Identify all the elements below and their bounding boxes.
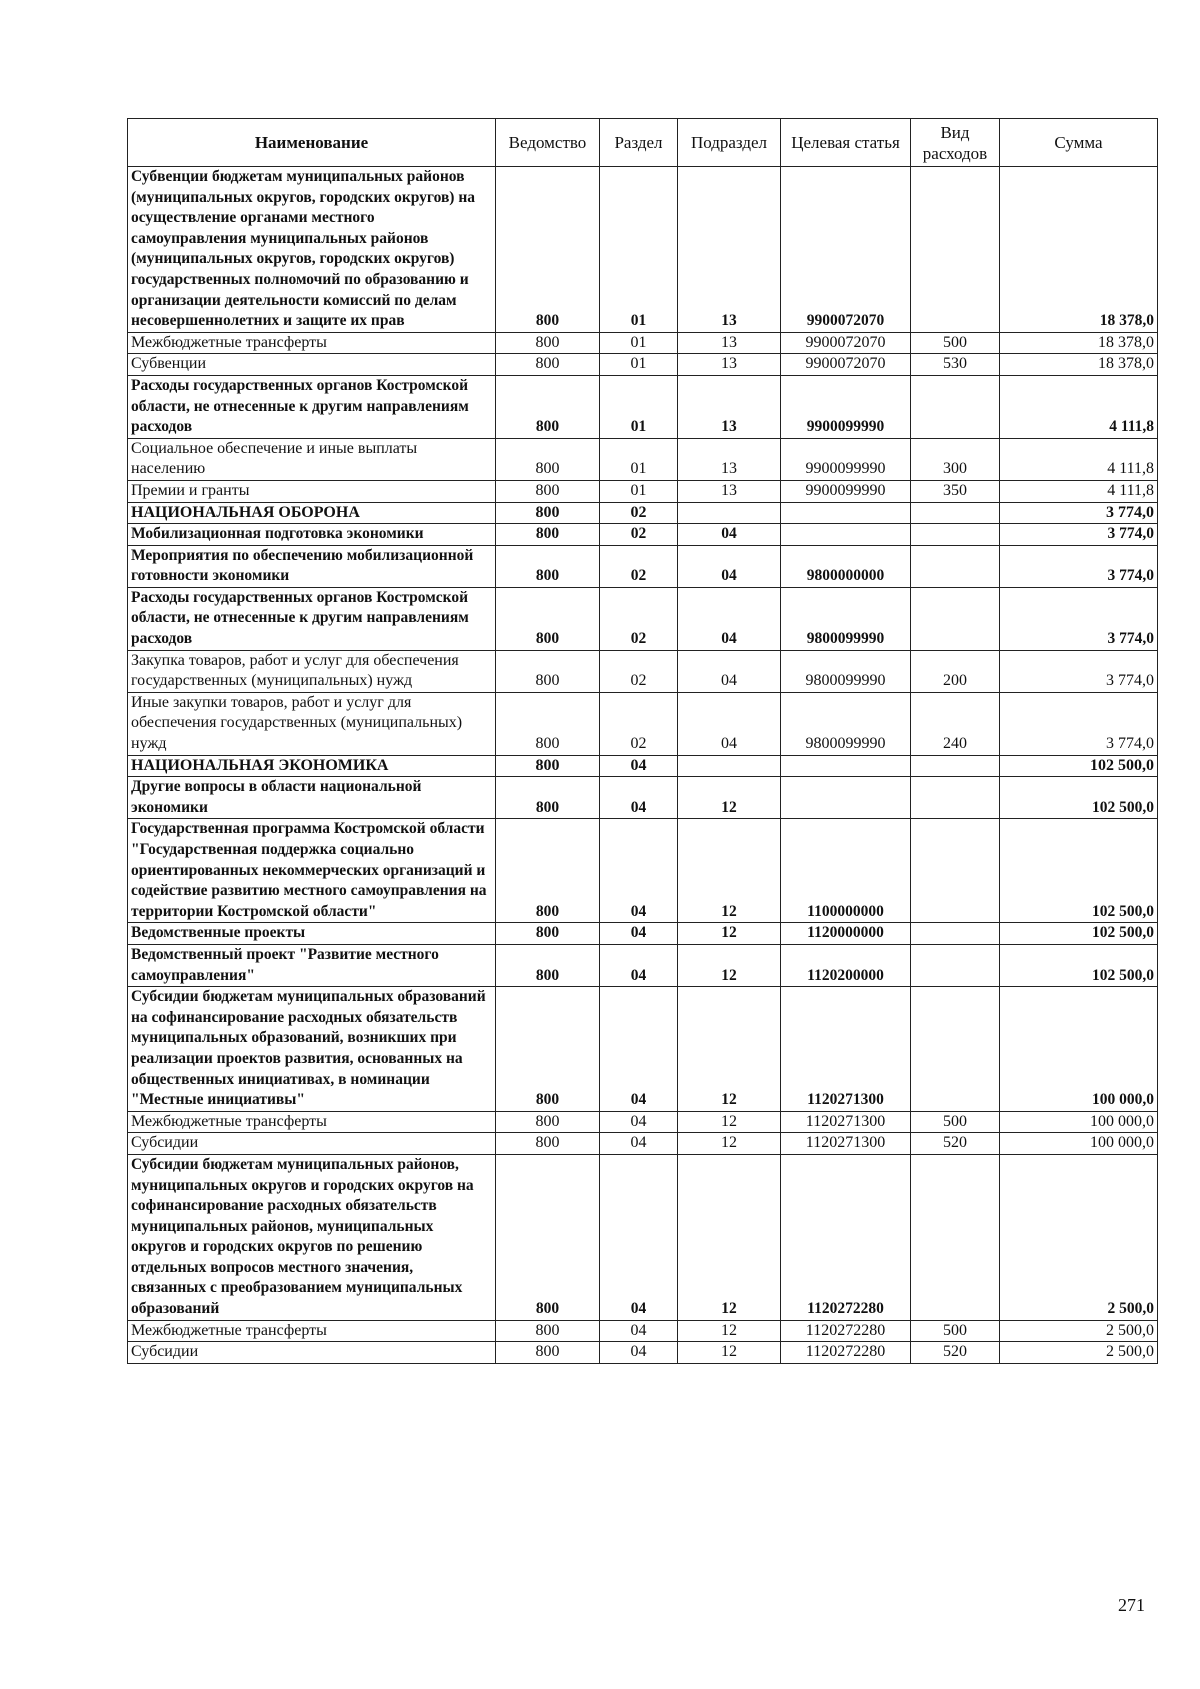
- row-target-cell: 9800099990: [781, 650, 911, 692]
- row-dept-cell: 800: [496, 354, 600, 376]
- row-kind-cell: 500: [911, 1111, 1000, 1133]
- row-dept-cell: 800: [496, 375, 600, 438]
- table-row: [128, 1342, 1158, 1364]
- row-kind-cell: [911, 923, 1000, 945]
- row-dept-cell: 800: [496, 438, 600, 480]
- row-kind-cell: [911, 502, 1000, 524]
- row-kind-cell: [911, 545, 1000, 587]
- row-dept-cell: 800: [496, 987, 600, 1112]
- row-dept-cell: 800: [496, 167, 600, 333]
- row-target-cell: [781, 502, 911, 524]
- row-kind-cell: [911, 819, 1000, 923]
- row-dept-cell: 800: [496, 524, 600, 546]
- row-kind-cell: [911, 755, 1000, 777]
- row-subsection-cell: 12: [678, 1111, 781, 1133]
- row-sum-cell: 3 774,0: [1000, 502, 1158, 524]
- row-target-cell: [781, 755, 911, 777]
- row-name-cell: Межбюджетные трансферты: [128, 332, 496, 354]
- row-target-cell: 1120271300: [781, 1133, 911, 1155]
- row-target-cell: 1120200000: [781, 944, 911, 986]
- header-sum: Сумма: [1000, 119, 1158, 167]
- row-subsection-cell: 12: [678, 944, 781, 986]
- row-target-cell: 9800099990: [781, 587, 911, 650]
- row-dept-cell: 800: [496, 755, 600, 777]
- row-subsection-cell: 12: [678, 923, 781, 945]
- row-section-cell: 04: [600, 1154, 678, 1320]
- table-row: [128, 480, 1158, 502]
- row-kind-cell: 520: [911, 1133, 1000, 1155]
- row-sum-cell: 3 774,0: [1000, 650, 1158, 692]
- row-section-cell: 01: [600, 375, 678, 438]
- row-section-cell: 02: [600, 545, 678, 587]
- row-target-cell: 9800000000: [781, 545, 911, 587]
- row-dept-cell: 800: [496, 1342, 600, 1364]
- row-subsection-cell: [678, 502, 781, 524]
- table-row: [128, 375, 1158, 438]
- row-dept-cell: 800: [496, 923, 600, 945]
- row-kind-cell: [911, 375, 1000, 438]
- table-row: [128, 354, 1158, 376]
- row-name-cell: Расходы государственных органов Костромской области, не отнесенные к другим направлениям расходов: [128, 375, 496, 438]
- row-subsection-cell: 04: [678, 524, 781, 546]
- row-name-cell: Субсидии: [128, 1342, 496, 1364]
- row-subsection-cell: 13: [678, 480, 781, 502]
- row-sum-cell: 2 500,0: [1000, 1320, 1158, 1342]
- table-row: [128, 587, 1158, 650]
- row-section-cell: 04: [600, 987, 678, 1112]
- row-section-cell: 02: [600, 524, 678, 546]
- row-sum-cell: 2 500,0: [1000, 1154, 1158, 1320]
- row-name-cell: Субвенции: [128, 354, 496, 376]
- row-sum-cell: 3 774,0: [1000, 692, 1158, 755]
- row-dept-cell: 800: [496, 692, 600, 755]
- table-row: [128, 524, 1158, 546]
- row-name-cell: Государственная программа Костромской области "Государственная поддержка социально ориентированных некоммерческих организаций и содействие развитию местного самоуправления на территории Костромской области": [128, 819, 496, 923]
- row-target-cell: 1100000000: [781, 819, 911, 923]
- row-sum-cell: 100 000,0: [1000, 1133, 1158, 1155]
- row-subsection-cell: 12: [678, 1342, 781, 1364]
- row-subsection-cell: 12: [678, 1320, 781, 1342]
- row-dept-cell: 800: [496, 944, 600, 986]
- row-target-cell: 1120271300: [781, 987, 911, 1112]
- row-kind-cell: [911, 944, 1000, 986]
- row-target-cell: 1120272280: [781, 1154, 911, 1320]
- row-dept-cell: 800: [496, 650, 600, 692]
- row-subsection-cell: 13: [678, 354, 781, 376]
- row-target-cell: 1120000000: [781, 923, 911, 945]
- row-name-cell: Субсидии: [128, 1133, 496, 1155]
- row-section-cell: 04: [600, 1342, 678, 1364]
- table-row: [128, 987, 1158, 1112]
- row-dept-cell: 800: [496, 1133, 600, 1155]
- row-kind-cell: [911, 587, 1000, 650]
- row-kind-cell: [911, 777, 1000, 819]
- row-section-cell: 01: [600, 438, 678, 480]
- row-kind-cell: [911, 524, 1000, 546]
- row-name-cell: Расходы государственных органов Костромской области, не отнесенные к другим направлениям расходов: [128, 587, 496, 650]
- row-target-cell: [781, 777, 911, 819]
- table-row: [128, 1111, 1158, 1133]
- row-dept-cell: 800: [496, 1320, 600, 1342]
- row-target-cell: 1120272280: [781, 1320, 911, 1342]
- table-row: [128, 1154, 1158, 1320]
- row-section-cell: 04: [600, 1133, 678, 1155]
- row-dept-cell: 800: [496, 480, 600, 502]
- table-row: [128, 167, 1158, 333]
- row-section-cell: 04: [600, 819, 678, 923]
- table-row: [128, 755, 1158, 777]
- row-dept-cell: 800: [496, 587, 600, 650]
- row-dept-cell: 800: [496, 545, 600, 587]
- row-kind-cell: 300: [911, 438, 1000, 480]
- row-section-cell: 02: [600, 502, 678, 524]
- row-target-cell: 9900072070: [781, 167, 911, 333]
- row-sum-cell: 3 774,0: [1000, 545, 1158, 587]
- table-header-row: [128, 119, 1158, 167]
- row-name-cell: Другие вопросы в области национальной экономики: [128, 777, 496, 819]
- row-section-cell: 04: [600, 777, 678, 819]
- row-target-cell: 1120271300: [781, 1111, 911, 1133]
- row-sum-cell: 4 111,8: [1000, 438, 1158, 480]
- table-row: [128, 1320, 1158, 1342]
- row-name-cell: Субсидии бюджетам муниципальных районов, муниципальных округов и городских округов на софинансирование расходных обязательств муниципальных районов, муниципальных округов и городских округов по решению отдельных вопросов местного значения, связанных с преобразованием муниципальных образований: [128, 1154, 496, 1320]
- row-section-cell: 02: [600, 692, 678, 755]
- row-target-cell: 9800099990: [781, 692, 911, 755]
- row-section-cell: 04: [600, 923, 678, 945]
- header-subsection: Подраздел: [678, 119, 781, 167]
- row-name-cell: Премии и гранты: [128, 480, 496, 502]
- row-section-cell: 01: [600, 354, 678, 376]
- row-name-cell: Социальное обеспечение и иные выплаты населению: [128, 438, 496, 480]
- row-name-cell: Мобилизационная подготовка экономики: [128, 524, 496, 546]
- row-kind-cell: 530: [911, 354, 1000, 376]
- header-dept: Ведомство: [496, 119, 600, 167]
- row-subsection-cell: 13: [678, 332, 781, 354]
- row-kind-cell: [911, 987, 1000, 1112]
- row-name-cell: Субвенции бюджетам муниципальных районов (муниципальных округов, городских округов) на осуществление органами местного самоуправления муниципальных районов (муниципальных округов, городских округов) государственных полномочий по образованию и организации деятельности комиссий по делам несовершеннолетних и защите их прав: [128, 167, 496, 333]
- row-sum-cell: 3 774,0: [1000, 587, 1158, 650]
- row-section-cell: 04: [600, 1320, 678, 1342]
- row-subsection-cell: 13: [678, 167, 781, 333]
- row-section-cell: 01: [600, 167, 678, 333]
- row-name-cell: Ведомственный проект "Развитие местного самоуправления": [128, 944, 496, 986]
- table-row: [128, 650, 1158, 692]
- row-target-cell: [781, 524, 911, 546]
- row-section-cell: 04: [600, 755, 678, 777]
- row-name-cell: Мероприятия по обеспечению мобилизационной готовности экономики: [128, 545, 496, 587]
- table-row: [128, 438, 1158, 480]
- row-target-cell: 9900099990: [781, 375, 911, 438]
- row-sum-cell: 4 111,8: [1000, 375, 1158, 438]
- table-row: [128, 692, 1158, 755]
- budget-table: [127, 118, 1158, 1364]
- row-name-cell: Иные закупки товаров, работ и услуг для обеспечения государственных (муниципальных) нужд: [128, 692, 496, 755]
- row-subsection-cell: 12: [678, 1133, 781, 1155]
- row-kind-cell: 200: [911, 650, 1000, 692]
- table-row: [128, 777, 1158, 819]
- row-sum-cell: 4 111,8: [1000, 480, 1158, 502]
- row-section-cell: 02: [600, 587, 678, 650]
- row-name-cell: Субсидии бюджетам муниципальных образований на софинансирование расходных обязательств муниципальных образований, возникших при реализации проектов развития, основанных на общественных инициативах, в номинации "Местные инициативы": [128, 987, 496, 1112]
- table-row: [128, 545, 1158, 587]
- row-sum-cell: 102 500,0: [1000, 923, 1158, 945]
- row-section-cell: 01: [600, 480, 678, 502]
- row-sum-cell: 100 000,0: [1000, 1111, 1158, 1133]
- header-target: Целевая статья: [781, 119, 911, 167]
- row-dept-cell: 800: [496, 502, 600, 524]
- row-sum-cell: 18 378,0: [1000, 354, 1158, 376]
- row-dept-cell: 800: [496, 1154, 600, 1320]
- table-row: [128, 332, 1158, 354]
- row-sum-cell: 2 500,0: [1000, 1342, 1158, 1364]
- row-dept-cell: 800: [496, 332, 600, 354]
- row-sum-cell: 102 500,0: [1000, 819, 1158, 923]
- row-dept-cell: 800: [496, 777, 600, 819]
- header-kind: Вид расходов: [911, 119, 1000, 167]
- page-number: 271: [1118, 1595, 1145, 1615]
- row-section-cell: 04: [600, 1111, 678, 1133]
- table-row: [128, 819, 1158, 923]
- row-subsection-cell: [678, 755, 781, 777]
- row-sum-cell: 3 774,0: [1000, 524, 1158, 546]
- row-name-cell: НАЦИОНАЛЬНАЯ ОБОРОНА: [128, 502, 496, 524]
- table-row: [128, 1133, 1158, 1155]
- row-subsection-cell: 12: [678, 819, 781, 923]
- row-subsection-cell: 12: [678, 1154, 781, 1320]
- row-target-cell: 1120272280: [781, 1342, 911, 1364]
- row-kind-cell: 500: [911, 332, 1000, 354]
- row-subsection-cell: 04: [678, 650, 781, 692]
- row-name-cell: Межбюджетные трансферты: [128, 1111, 496, 1133]
- row-section-cell: 02: [600, 650, 678, 692]
- row-kind-cell: [911, 167, 1000, 333]
- row-kind-cell: 500: [911, 1320, 1000, 1342]
- row-sum-cell: 102 500,0: [1000, 944, 1158, 986]
- table-row: [128, 944, 1158, 986]
- table-row: [128, 923, 1158, 945]
- row-name-cell: Межбюджетные трансферты: [128, 1320, 496, 1342]
- row-name-cell: НАЦИОНАЛЬНАЯ ЭКОНОМИКА: [128, 755, 496, 777]
- row-kind-cell: 520: [911, 1342, 1000, 1364]
- row-sum-cell: 102 500,0: [1000, 755, 1158, 777]
- row-target-cell: 9900072070: [781, 332, 911, 354]
- row-sum-cell: 18 378,0: [1000, 332, 1158, 354]
- row-name-cell: Ведомственные проекты: [128, 923, 496, 945]
- row-subsection-cell: 04: [678, 545, 781, 587]
- row-subsection-cell: 13: [678, 438, 781, 480]
- row-subsection-cell: 04: [678, 692, 781, 755]
- row-target-cell: 9900099990: [781, 480, 911, 502]
- row-kind-cell: 240: [911, 692, 1000, 755]
- row-section-cell: 01: [600, 332, 678, 354]
- row-dept-cell: 800: [496, 1111, 600, 1133]
- row-name-cell: Закупка товаров, работ и услуг для обеспечения государственных (муниципальных) нужд: [128, 650, 496, 692]
- row-subsection-cell: 13: [678, 375, 781, 438]
- header-name: Наименование: [128, 119, 496, 167]
- row-sum-cell: 100 000,0: [1000, 987, 1158, 1112]
- header-section: Раздел: [600, 119, 678, 167]
- row-section-cell: 04: [600, 944, 678, 986]
- row-subsection-cell: 12: [678, 777, 781, 819]
- row-sum-cell: 18 378,0: [1000, 167, 1158, 333]
- row-dept-cell: 800: [496, 819, 600, 923]
- row-sum-cell: 102 500,0: [1000, 777, 1158, 819]
- row-kind-cell: 350: [911, 480, 1000, 502]
- row-subsection-cell: 04: [678, 587, 781, 650]
- row-target-cell: 9900099990: [781, 438, 911, 480]
- row-kind-cell: [911, 1154, 1000, 1320]
- row-target-cell: 9900072070: [781, 354, 911, 376]
- row-subsection-cell: 12: [678, 987, 781, 1112]
- table-row: [128, 502, 1158, 524]
